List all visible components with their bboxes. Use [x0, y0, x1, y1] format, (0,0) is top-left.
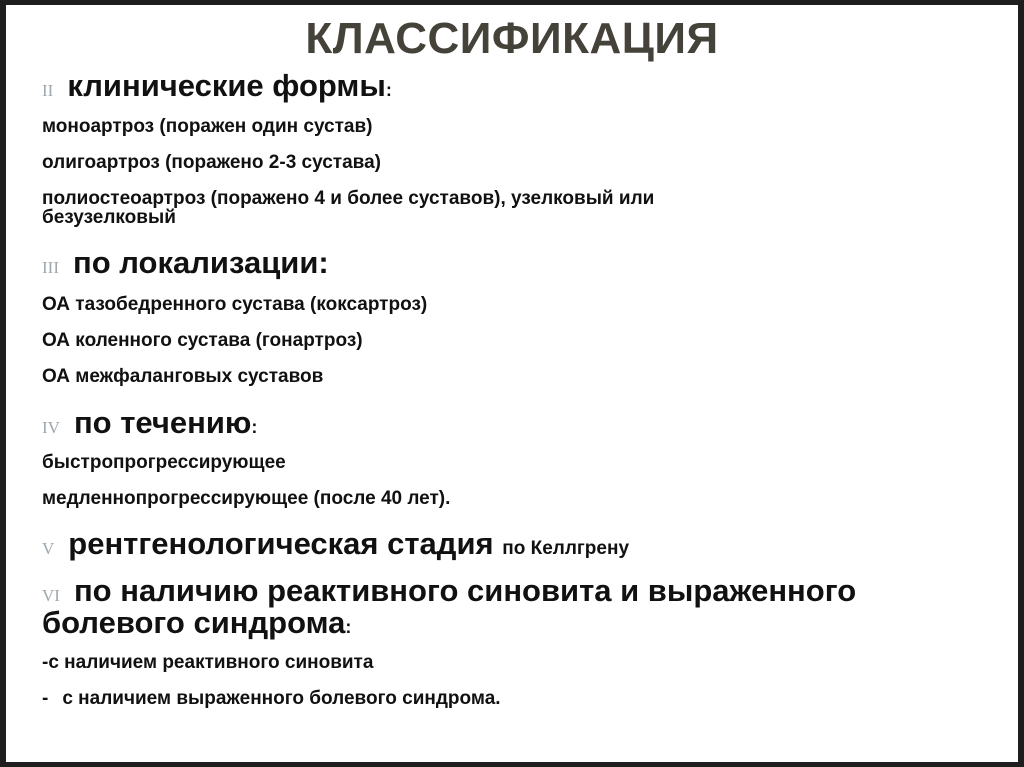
slide-frame-right	[1018, 0, 1024, 767]
section-heading-text: клинические формы	[67, 68, 386, 103]
list-item-text: с наличием реактивного синовита	[48, 652, 374, 673]
list-item: моноартроз (поражен один сустав)	[42, 116, 373, 137]
section-number: V	[42, 539, 55, 558]
section-heading-synovitis	[42, 573, 856, 609]
list-item: ОА тазобедренного сустава (коксартроз)	[42, 294, 428, 315]
heading-suffix: по Келлгрену	[502, 538, 630, 559]
section-heading-text: болевого синдрома	[42, 605, 346, 640]
list-item-text: с наличием выраженного болевого синдрома.	[62, 688, 501, 709]
slide-frame-top	[0, 0, 1024, 5]
heading-colon: :	[345, 617, 352, 637]
list-item: олигоартроз (поражено 2-3 сустава)	[42, 152, 381, 173]
section-number: III	[42, 258, 59, 277]
list-item	[42, 652, 373, 674]
heading-colon: :	[251, 417, 258, 437]
section-heading-text: по локализации:	[72, 245, 329, 280]
list-item	[42, 688, 501, 710]
list-dash: -	[42, 652, 49, 673]
list-item: ОА коленного сустава (гонартроз)	[42, 330, 363, 351]
section-heading-clinical-forms	[42, 68, 392, 104]
heading-colon: :	[385, 80, 392, 100]
slide-frame-bottom	[0, 762, 1024, 767]
section-heading-xray-stage	[42, 526, 629, 562]
section-heading-course	[42, 405, 257, 441]
section-number: II	[42, 81, 54, 100]
section-heading-text: по наличию реактивного синовита и выраженного	[73, 573, 857, 608]
list-item: безузелковый	[42, 207, 176, 228]
section-number: IV	[42, 418, 60, 437]
slide-title: КЛАССИФИКАЦИЯ	[305, 14, 719, 63]
list-item: полиостеоартроз (поражено 4 и более суставов), узелковый или	[42, 188, 655, 209]
list-item: ОА межфаланговых суставов	[42, 366, 324, 387]
section-heading-localization	[42, 245, 329, 281]
list-dash: -	[42, 688, 49, 709]
section-heading-text: рентгенологическая стадия	[68, 526, 494, 561]
section-heading-continuation	[42, 605, 351, 641]
section-number: VI	[42, 586, 60, 605]
list-item: медленнопрогрессирующее (после 40 лет).	[42, 488, 451, 509]
section-heading-text: по течению	[73, 405, 252, 440]
slide-frame-left	[0, 0, 6, 767]
list-item: быстропрогрессирующее	[42, 452, 286, 473]
